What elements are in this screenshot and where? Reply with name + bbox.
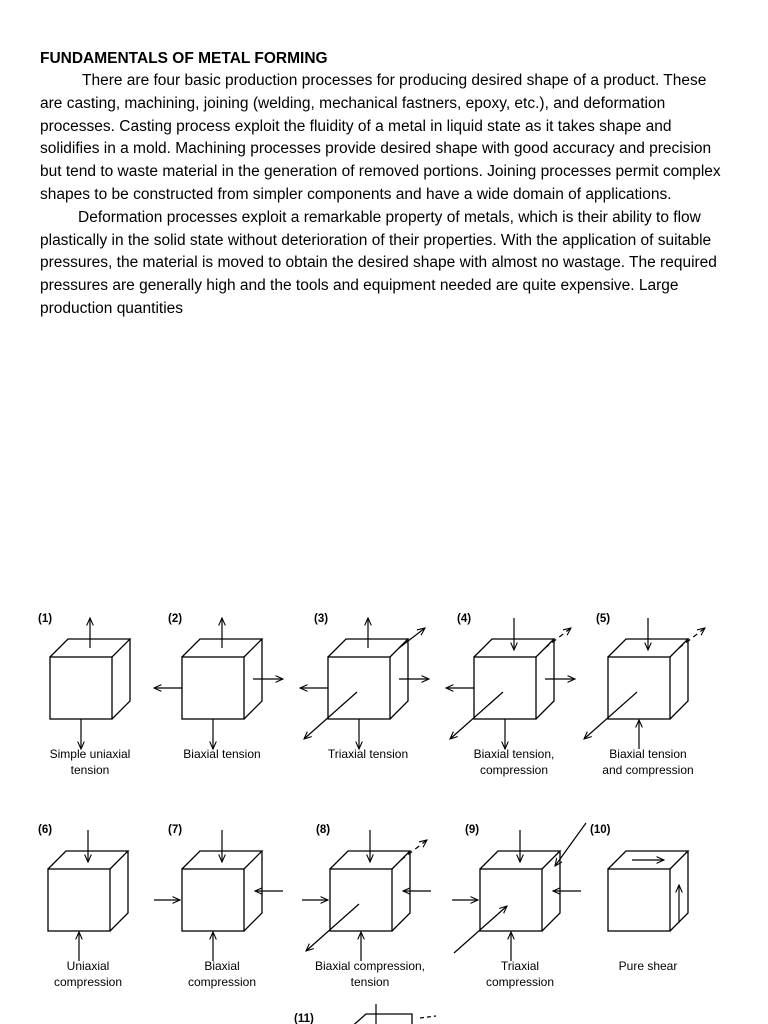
figure-number-4: (4)	[457, 613, 472, 625]
cube-side-face	[670, 639, 688, 719]
figure-caption-6: Uniaxial	[66, 959, 110, 973]
figure-caption-6: compression	[53, 975, 123, 989]
figure-number-3: (3)	[314, 613, 329, 625]
figure-caption-4: Biaxial tension,	[473, 747, 555, 761]
document-title: FUNDAMENTALS OF METAL FORMING	[40, 50, 328, 67]
figure-caption-2: Biaxial tension	[183, 747, 261, 761]
figure-caption-7: Biaxial	[204, 959, 240, 973]
figure-caption-8: tension	[350, 975, 390, 989]
figure-caption-1: tension	[70, 763, 110, 777]
stress-cube-7	[182, 851, 262, 931]
cube-front-face	[50, 657, 112, 719]
arrow-11-diagonal	[420, 1016, 436, 1018]
figure-number-5: (5)	[596, 613, 611, 625]
figure-number-11: (11)	[294, 1013, 314, 1024]
figure-number-9: (9)	[465, 824, 480, 836]
figure-caption-7: compression	[187, 975, 257, 989]
figure-caption-3: Triaxial tension	[327, 747, 409, 761]
figure-number-1: (1)	[38, 613, 53, 625]
figure-caption-1: Simple uniaxial	[49, 747, 131, 761]
paragraph-1: There are four basic production processes for producing desired shape of a product. These are casting, machining, joining (welding, mechanical fastners, epoxy, etc.), and deformation processes. Casting process exploit the fluidity of a metal in liquid state as it takes shape and solidifies in a mold. Machining processes provide desired shape with good accuracy and precision but tend to waste material in the generation of removed portions. Joining processes permit complex shapes to be constructed from simpler components and have a wide domain of applications.	[40, 72, 721, 203]
figure-caption-10: Pure shear	[618, 959, 678, 973]
arrow-diagonal-out	[679, 628, 705, 648]
cube-side-face	[112, 639, 130, 719]
figure-caption-9: compression	[485, 975, 555, 989]
figure-caption-4: compression	[479, 763, 549, 777]
arrow-diagonal-out	[545, 628, 571, 648]
arrow-diagonal-out	[401, 840, 427, 860]
figure-number-8: (8)	[316, 824, 331, 836]
figure-caption-8: Biaxial compression,	[314, 959, 426, 973]
figure-number-6: (6)	[38, 824, 53, 836]
cube-front-face	[48, 869, 110, 931]
figure-number-10: (10)	[590, 824, 611, 836]
cube-side-face	[110, 851, 128, 931]
document-body	[40, 48, 730, 321]
cube-front-face	[182, 657, 244, 719]
stress-cube-2	[182, 639, 262, 719]
stress-cube-6	[48, 851, 128, 931]
cube-11-partial	[348, 1014, 412, 1024]
figure-caption-5: and compression	[602, 763, 694, 777]
cube-front-face	[608, 869, 670, 931]
paragraph-2: Deformation processes exploit a remarkable property of metals, which is their ability to flow plastically in the solid state without deterioration of their properties. With the application of suitable pressures, the material is moved to obtain the desired shape with almost no wastage. The required pressures are generally high and the tools and equipment needed are quite expensive. Large production quantities	[40, 208, 717, 317]
stress-cube-10	[608, 851, 688, 931]
figure-number-7: (7)	[168, 824, 183, 836]
stress-states-figure	[0, 600, 768, 1024]
stress-states-diagram	[0, 600, 768, 1024]
arrow-diagonal-in	[555, 823, 586, 866]
arrow-diagonal-out	[399, 628, 425, 648]
stress-cube-1	[50, 639, 130, 719]
figure-caption-9: Triaxial	[500, 959, 540, 973]
figure-caption-5: Biaxial tension	[609, 747, 687, 761]
cube-front-face	[182, 869, 244, 931]
figure-number-2: (2)	[168, 613, 183, 625]
